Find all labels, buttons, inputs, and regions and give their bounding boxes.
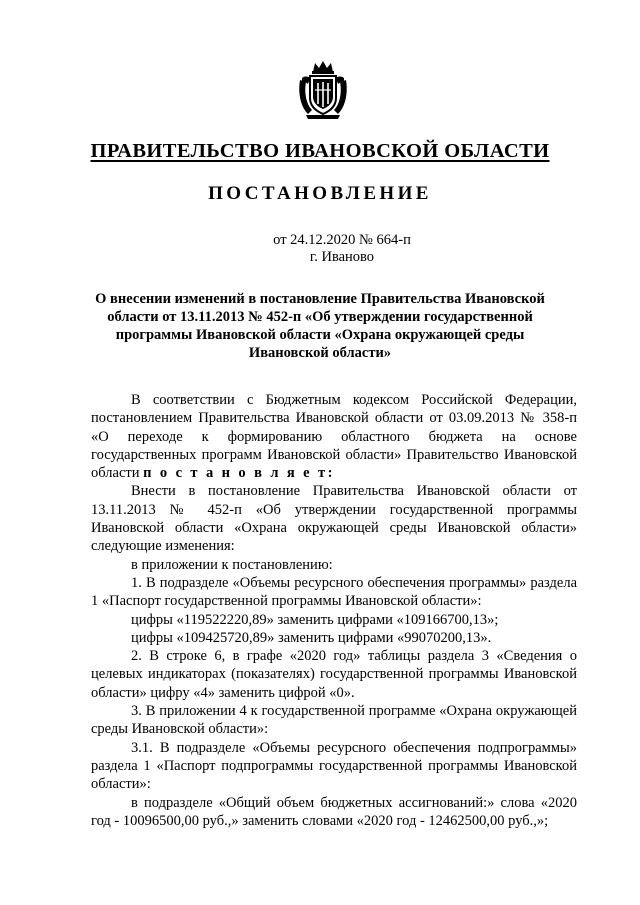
paragraph: цифры «109425720,89» заменить цифрами «99070200,13». <box>131 629 492 646</box>
resolves-word: п о с т а н о в л я е т: <box>143 465 335 482</box>
paragraph: 3. В приложении 4 к государственной программе «Охрана окружающей среды Ивановской области»: <box>91 703 577 738</box>
paragraph: в приложении к постановлению: <box>131 556 333 573</box>
document-type: ПОСТАНОВЛЕНИЕ <box>208 183 432 204</box>
paragraph: 1. В подразделе «Объемы ресурсного обеспечения программы» раздела 1 «Паспорт государственной программы Ивановской области»: <box>91 574 577 610</box>
date-number: от 24.12.2020 № 664-п <box>273 232 411 248</box>
city: г. Иваново <box>309 249 375 265</box>
paragraph: Внести в постановление Правительства Ивановской области от 13.11.2013 № 452-п «Об утверждении государственной программы Ивановской области «Охрана окружающей среды Ивановской области» следующие изменения: <box>91 483 577 555</box>
paragraph: в подразделе «Общий объем бюджетных ассигнований:» слова «2020 год - 10096500,00 руб.,» заменить словами «2020 год - 12462500,00 руб.,»; <box>91 794 577 829</box>
date-and-place <box>0 232 640 266</box>
paragraph: цифры «119522220,89» заменить цифрами «109166700,13»; <box>131 611 499 628</box>
paragraph: 2. В строке 6, в графе «2020 год» таблицы раздела 3 «Сведения о целевых индикаторах (показателях) государственной программы Ивановской области» цифру «4» заменить цифрой «0». <box>91 648 577 701</box>
paragraph-preamble: В соответствии с Бюджетным кодексом Российской Федерации, постановлением Правительства Ивановской области от 03.09.2013 № 358-п «О переходе к формированию областного бюджета на основе государственных программ Ивановской области» Правительство Ивановской области п о с т а н о в л я е т: <box>91 392 577 482</box>
document-body <box>91 391 577 830</box>
document-title: О внесении изменений в постановление Правительства Ивановской области от 13.11.2013 № 452-п «Об утверждении государственной программы Ивановской области «Охрана окружающей среды Ивановской области» <box>95 291 545 361</box>
paragraph: 3.1. В подразделе «Объемы ресурсного обеспечения подпрограммы» раздела 1 «Паспорт подпрограммы государственной программы Ивановской области»: <box>91 739 577 793</box>
coat-of-arms-emblem <box>296 60 350 120</box>
organization-name: ПРАВИТЕЛЬСТВО ИВАНОВСКОЙ ОБЛАСТИ <box>90 140 550 162</box>
